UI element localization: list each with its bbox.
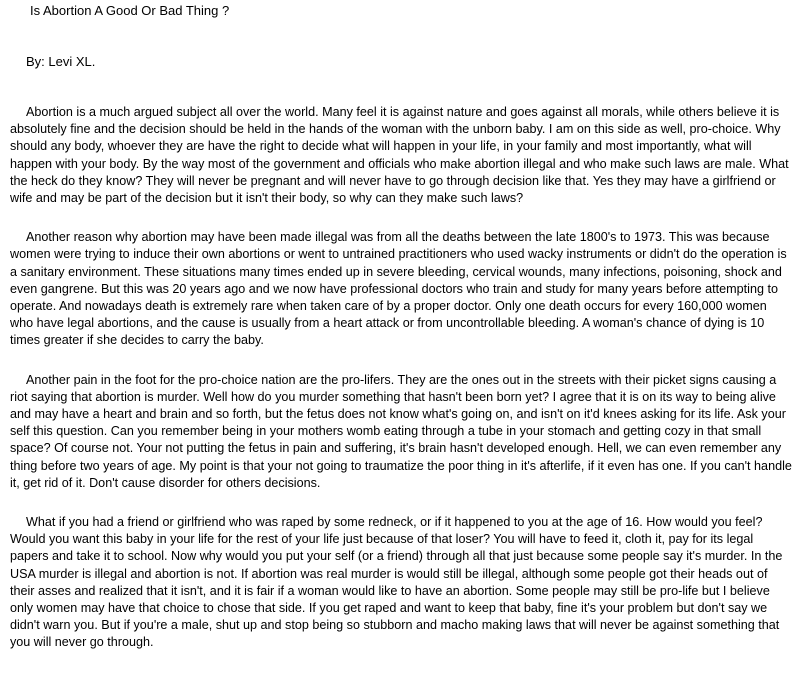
paragraph-4: What if you had a friend or girlfriend who was raped by some redneck, or if it happened to you at the age of 16. How would you feel? Would you want this baby in your life for the rest of your life just because of that loser? You will have to feed it, cloth it, pay for its legal papers and take it to school. Now why would you put your self (or a friend) through all that just because some people say it's murder. In the USA murder is illegal and abortion is not. If abortion was real murder is would still be illegal, although some people got their heads out of their asses and realized that it isn't, and it is fair if a woman would like to have an abortion. Some people may still be pro-life but I believe only women may have that choice to chose that side. If you get raped and want to keep that baby, fine it's your problem but don't say we didn't warn you. But if you're a male, shut up and stop being so stubborn and macho making laws that will never be against something that you will never go through. bbox=[10, 515, 783, 650]
paragraph-2: Another reason why abortion may have been made illegal was from all the deaths between the late 1800's to 1973. This was because women were trying to induce their own abortions or went to untrained practitioners who used wacky instruments or didn't do the operation is a sanitary environment. These situations many times ended up in severe bleeding, cervical wounds, many infections, poisoning, shock and even gangrene. But this was 20 years ago and we now have professional doctors who train and study for many years before attempting to operate. And nowadays death is extremely rare when taken care of by a proper doctor. Only one death occurs for every 160,000 women who have legal abortions, and the cause is usually from a heart attack or from uncontrollable bleeding. A woman's chance of dying is 10 times greater if she decides to carry the baby. bbox=[10, 230, 787, 348]
paragraph-3: Another pain in the foot for the pro-choice nation are the pro-lifers. They are the ones out in the streets with their picket signs causing a riot saying that abortion is murder. Well how do you murder something that hasn't been born yet? I agree that it is on its way to being alive and may have a heart and brain and so forth, but the fetus does not know what's going on, and isn't on it'd knees asking for its life. Ask your self this question. Can you remember being in your mothers womb eating through a tube in your stomach and getting cozy in that small space? Of course not. Your not putting the fetus in pain and suffering, it's brain hasn't developed enough. Hell, we can even remember any thing before two years of age. My point is that your not going to traumatize the poor thing in it's afterlife, if it even has one. If you can't handle it, get rid of it. Don't cause disorder for others decisions. bbox=[10, 372, 792, 490]
author-byline: By: Levi XL. bbox=[26, 54, 96, 69]
paragraph-1: Abortion is a much argued subject all over the world. Many feel it is against nature and goes against all morals, while others believe it is absolutely fine and the decision should be held in the hands of the woman with the unborn baby. I am on this side as well, pro-choice. Why should any body, whoever they are have the right to decide what will happen in your life, in your family and most importantly, what will happen with your body. By the way most of the government and officials who make abortion illegal and who make such laws are male. What the heck do they know? They will never be pregnant and will never have to go through decision like that. Yes they may have a girlfriend or wife and may be part of the decision but it isn't their body, so why can they make such laws? bbox=[10, 105, 789, 206]
article-body bbox=[10, 104, 792, 674]
page-title: Is Abortion A Good Or Bad Thing ? bbox=[30, 3, 230, 18]
